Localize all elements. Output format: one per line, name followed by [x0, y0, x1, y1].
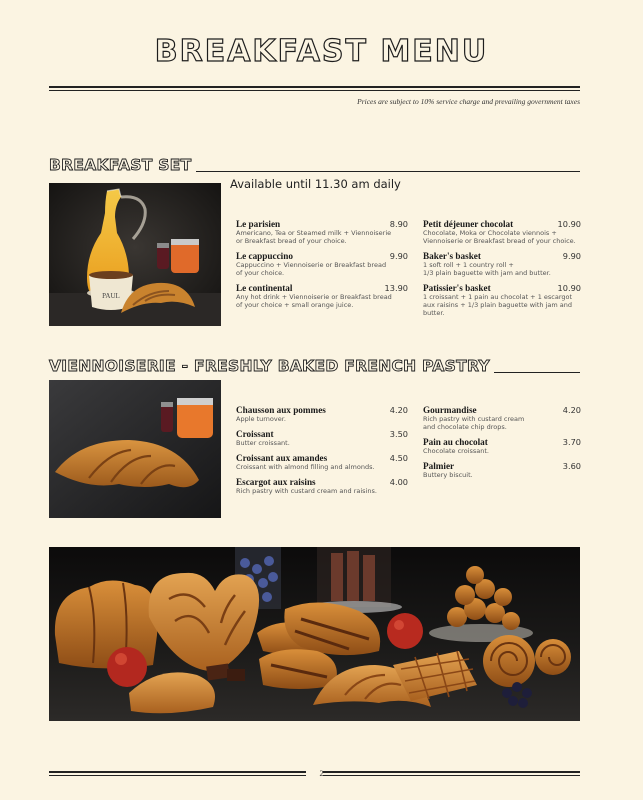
menu-item [423, 405, 581, 431]
item-description: butter. [423, 309, 445, 317]
item-description: Americano, Tea or Steamed milk + Viennoiserie [236, 229, 392, 237]
service-charge-note: Prices are subject to 10% service charge and prevailing government taxes [357, 97, 580, 106]
menu-item [236, 283, 408, 309]
item-price: 8.90 [389, 219, 408, 229]
item-description: Chocolate croissant. [423, 447, 489, 455]
item-price: 3.70 [562, 437, 581, 447]
item-description: Apple turnover. [236, 415, 286, 423]
menu-item [236, 251, 408, 277]
item-price: 10.90 [557, 219, 581, 229]
heading-rule [494, 372, 580, 373]
item-description: Chocolate, Moka or Chocolate viennois + [423, 229, 557, 237]
menu-item [236, 453, 408, 471]
item-description: Buttery biscuit. [423, 471, 473, 479]
item-description: 1 soft roll + 1 country roll + [423, 261, 514, 269]
item-description: Any hot drink + Viennoiserie or Breakfast bread [236, 293, 392, 301]
menu-item [236, 429, 408, 447]
item-price: 4.50 [389, 453, 408, 463]
item-description: and chocolate chip drops. [423, 423, 507, 431]
item-price: 3.60 [562, 461, 581, 471]
item-name: Croissant aux amandes [236, 453, 328, 463]
item-name: Croissant [236, 429, 274, 439]
page-title: BREAKFAST MENU [154, 34, 489, 69]
footer-rule-right [323, 771, 580, 776]
availability-note: Available until 11.30 am daily [230, 177, 401, 191]
item-description: Rich pastry with custard cream and raisins. [236, 487, 377, 495]
item-price: 9.90 [562, 251, 581, 261]
item-description: 1/3 plain baguette with jam and butter. [423, 269, 551, 277]
breakfast-set-heading [49, 158, 580, 174]
menu-item [236, 219, 408, 245]
item-name: Baker's basket [423, 251, 481, 261]
item-name: Patissier's basket [423, 283, 491, 293]
menu-item [236, 477, 408, 495]
item-name: Le continental [236, 283, 293, 293]
item-name: Escargot aux raisins [236, 477, 316, 487]
viennoiserie-photo [49, 380, 221, 518]
item-price: 4.00 [389, 477, 408, 487]
item-name: Le cappuccino [236, 251, 293, 261]
menu-item [423, 283, 581, 317]
item-name: Gourmandise [423, 405, 477, 415]
viennoiserie-left-column [236, 405, 408, 501]
page-number: 2 [319, 769, 324, 778]
viennoiserie-right-column [423, 405, 581, 485]
menu-item [423, 251, 581, 277]
breakfast-set-left-column [236, 219, 408, 315]
breakfast-set-title: BREAKFAST SET [49, 156, 192, 174]
item-name: Le parisien [236, 219, 281, 229]
header-rule [49, 86, 580, 91]
item-price: 3.50 [389, 429, 408, 439]
item-description: Cappuccino + Viennoiserie or Breakfast bread [236, 261, 387, 269]
breakfast-set-right-column [423, 219, 581, 323]
item-description: Rich pastry with custard cream [423, 415, 525, 423]
item-name: Chausson aux pommes [236, 405, 326, 415]
menu-item [236, 405, 408, 423]
item-description: Croissant with almond filling and almonds. [236, 463, 375, 471]
item-description: or Breakfast bread of your choice. [236, 237, 347, 245]
viennoiserie-title: VIENNOISERIE - FRESHLY BAKED FRENCH PASTRY [49, 357, 490, 375]
item-price: 4.20 [389, 405, 408, 415]
item-price: 4.20 [562, 405, 581, 415]
item-description: aux raisins + 1/3 plain baguette with jam and [423, 301, 572, 309]
menu-item [423, 219, 581, 245]
item-name: Petit déjeuner chocolat [423, 219, 514, 229]
menu-item [423, 461, 581, 479]
item-price: 13.90 [384, 283, 408, 293]
item-price: 10.90 [557, 283, 581, 293]
item-description: Butter croissant. [236, 439, 290, 447]
pastry-banner-photo [49, 547, 580, 721]
item-price: 9.90 [389, 251, 408, 261]
breakfast-set-photo [49, 183, 221, 326]
heading-rule [196, 171, 580, 172]
item-description: of your choice + small orange juice. [236, 301, 354, 309]
viennoiserie-heading [49, 359, 580, 375]
menu-item [423, 437, 581, 455]
item-description: 1 croissant + 1 pain au chocolat + 1 escargot [423, 293, 573, 301]
cup-logo-text: PAUL [102, 292, 120, 300]
item-name: Palmier [423, 461, 455, 471]
item-description: Viennoiserie or Breakfast bread of your choice. [423, 237, 576, 245]
item-description: of your choice. [236, 269, 285, 277]
item-name: Pain au chocolat [423, 437, 488, 447]
